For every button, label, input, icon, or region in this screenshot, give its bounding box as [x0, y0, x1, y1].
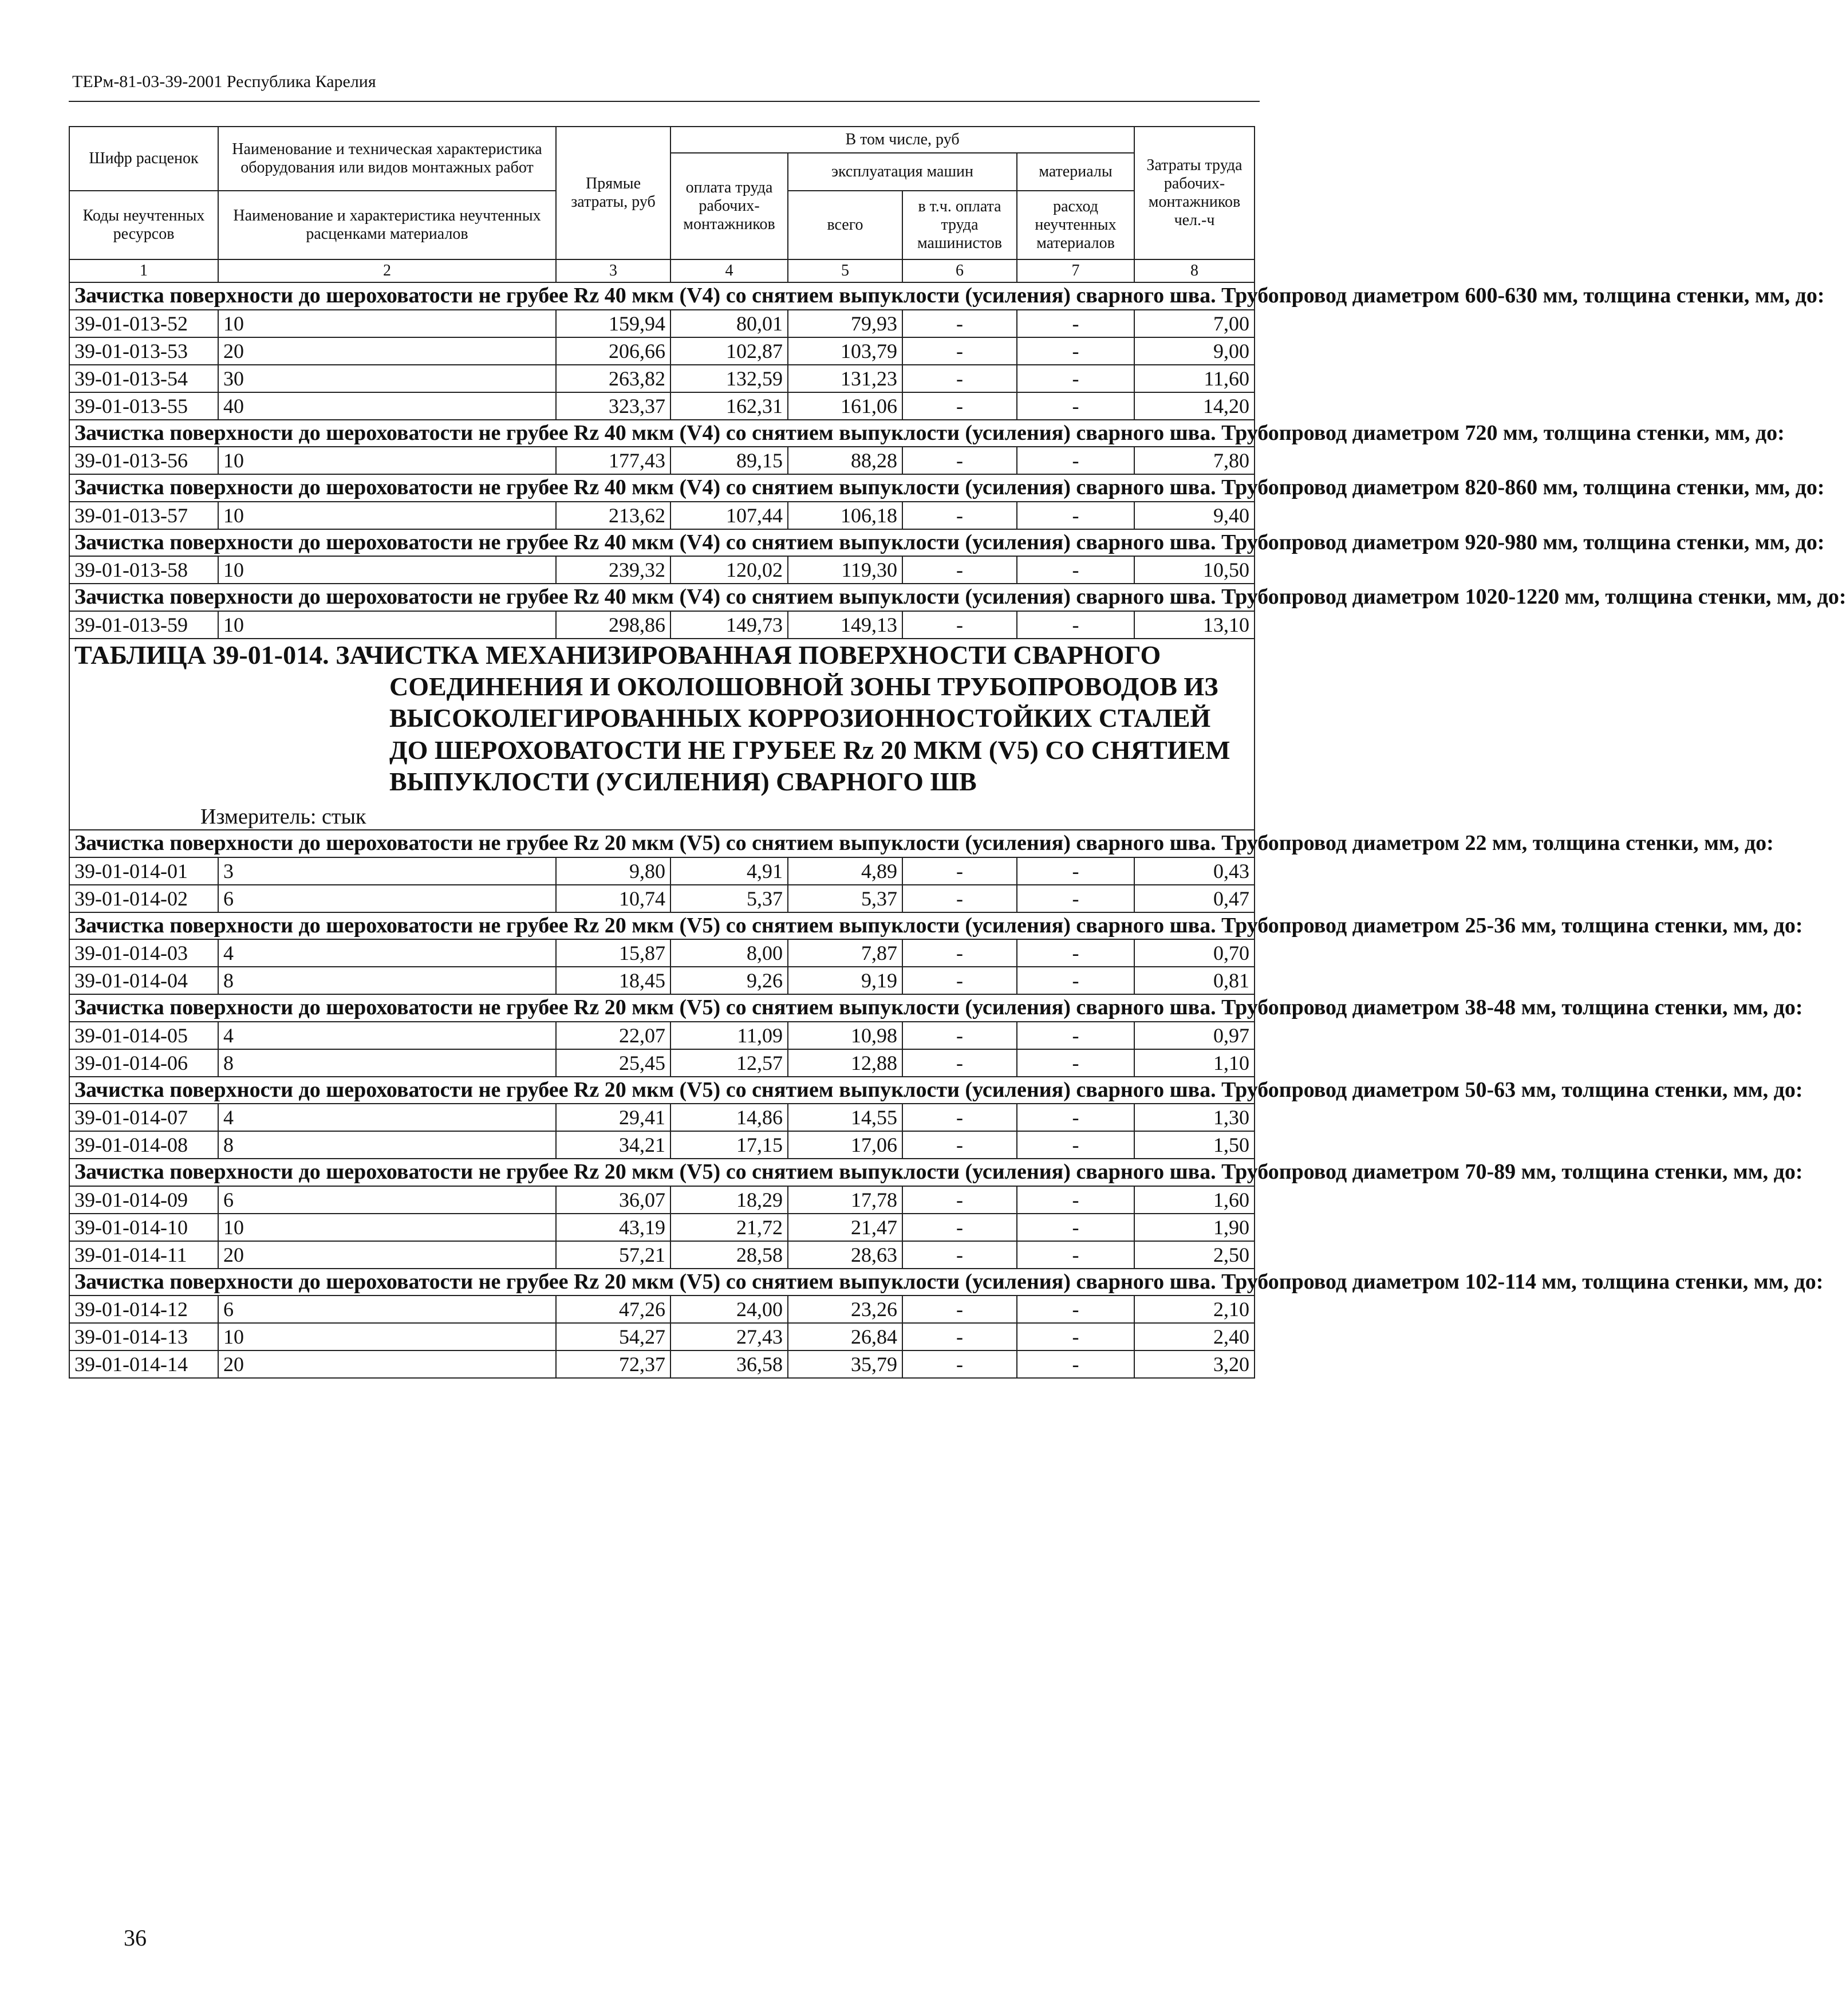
- table-row: [69, 1131, 1255, 1159]
- direct-costs: 29,41: [556, 1104, 670, 1131]
- direct-costs: 323,37: [556, 392, 670, 420]
- materials-consumption: -: [1017, 611, 1134, 639]
- column-numbers-row: [69, 259, 1255, 282]
- header-hours: Затраты труда рабочих-монтажников чел.-ч: [1134, 127, 1255, 259]
- labor-pay: 80,01: [670, 310, 788, 337]
- rates-table: [69, 126, 1846, 1379]
- machine-costs: 5,37: [788, 885, 902, 912]
- operators-pay: -: [902, 502, 1017, 529]
- materials-consumption: -: [1017, 1022, 1134, 1049]
- wall-thickness: 40: [218, 392, 556, 420]
- header-name: Наименование и техническая характеристика оборудования или видов монтажных работ: [218, 127, 556, 191]
- labor-pay: 24,00: [670, 1296, 788, 1323]
- rate-code: 39-01-014-14: [69, 1350, 218, 1378]
- table-row: [69, 1186, 1255, 1214]
- materials-consumption: -: [1017, 939, 1134, 967]
- operators-pay: -: [902, 447, 1017, 474]
- operators-pay: -: [902, 857, 1017, 885]
- direct-costs: 22,07: [556, 1022, 670, 1049]
- labor-pay: 18,29: [670, 1186, 788, 1214]
- table-014-heading: [69, 639, 1255, 830]
- rate-code: 39-01-013-52: [69, 310, 218, 337]
- wall-thickness: 6: [218, 885, 556, 912]
- materials-consumption: -: [1017, 1350, 1134, 1378]
- table-row: [69, 611, 1255, 639]
- table-header: [69, 127, 1255, 282]
- operators-pay: -: [902, 310, 1017, 337]
- table-row: [69, 939, 1255, 967]
- direct-costs: 18,45: [556, 967, 670, 994]
- machine-costs: 4,89: [788, 857, 902, 885]
- direct-costs: 72,37: [556, 1350, 670, 1378]
- materials-consumption: -: [1017, 447, 1134, 474]
- rate-code: 39-01-013-53: [69, 337, 218, 365]
- machine-costs: 35,79: [788, 1350, 902, 1378]
- table-row: [69, 365, 1255, 392]
- column-number: 8: [1134, 259, 1255, 282]
- wall-thickness: 10: [218, 502, 556, 529]
- rate-code: 39-01-013-56: [69, 447, 218, 474]
- labor-pay: 11,09: [670, 1022, 788, 1049]
- rate-code: 39-01-014-13: [69, 1323, 218, 1350]
- wall-thickness: 10: [218, 1323, 556, 1350]
- rate-code: 39-01-014-05: [69, 1022, 218, 1049]
- materials-consumption: -: [1017, 310, 1134, 337]
- table-row: [69, 1104, 1255, 1131]
- table-row: [69, 1241, 1255, 1269]
- labor-pay: 14,86: [670, 1104, 788, 1131]
- labor-pay: 4,91: [670, 857, 788, 885]
- labor-hours: 1,30: [1134, 1104, 1255, 1131]
- wall-thickness: 10: [218, 310, 556, 337]
- table-row: [69, 1296, 1255, 1323]
- wall-thickness: 10: [218, 611, 556, 639]
- section-heading: Зачистка поверхности до шероховатости не грубее Rz 20 мкм (V5) со снятием выпуклости (усиления) сварного шва. Трубопровод диаметром 25-36 мм, толщина стенки, мм, до:: [69, 912, 1255, 940]
- table-body-014: [69, 830, 1824, 1379]
- machine-costs: 131,23: [788, 365, 902, 392]
- section-heading-row: [69, 1077, 1255, 1104]
- table-row: [69, 967, 1255, 994]
- materials-consumption: -: [1017, 1296, 1134, 1323]
- rate-code: 39-01-013-58: [69, 556, 218, 584]
- column-number: 5: [788, 259, 902, 282]
- materials-consumption: -: [1017, 1186, 1134, 1214]
- labor-pay: 8,00: [670, 939, 788, 967]
- table-row: [69, 885, 1255, 912]
- materials-consumption: -: [1017, 1214, 1134, 1241]
- labor-pay: 149,73: [670, 611, 788, 639]
- machine-costs: 79,93: [788, 310, 902, 337]
- machine-costs: 17,78: [788, 1186, 902, 1214]
- page-number: 36: [124, 1925, 147, 1951]
- header-machines: эксплуатация машин: [788, 153, 1017, 191]
- direct-costs: 9,80: [556, 857, 670, 885]
- operators-pay: -: [902, 939, 1017, 967]
- section-heading-row: [69, 1269, 1255, 1296]
- materials-consumption: -: [1017, 1241, 1134, 1269]
- wall-thickness: 4: [218, 1104, 556, 1131]
- table-row: [69, 337, 1255, 365]
- labor-pay: 89,15: [670, 447, 788, 474]
- wall-thickness: 10: [218, 1214, 556, 1241]
- rate-code: 39-01-014-09: [69, 1186, 218, 1214]
- operators-pay: -: [902, 365, 1017, 392]
- wall-thickness: 6: [218, 1186, 556, 1214]
- rate-code: 39-01-014-12: [69, 1296, 218, 1323]
- rate-code: 39-01-014-02: [69, 885, 218, 912]
- table-row: [69, 447, 1255, 474]
- rate-code: 39-01-014-04: [69, 967, 218, 994]
- labor-hours: 3,20: [1134, 1350, 1255, 1378]
- operators-pay: -: [902, 556, 1017, 584]
- wall-thickness: 3: [218, 857, 556, 885]
- wall-thickness: 20: [218, 1241, 556, 1269]
- section-heading-row: [69, 994, 1255, 1022]
- wall-thickness: 4: [218, 1022, 556, 1049]
- table-row: [69, 392, 1255, 420]
- materials-consumption: -: [1017, 337, 1134, 365]
- section-heading-row: [69, 830, 1255, 857]
- rate-code: 39-01-014-11: [69, 1241, 218, 1269]
- rate-code: 39-01-014-03: [69, 939, 218, 967]
- table-body-013: [69, 282, 1846, 639]
- direct-costs: 298,86: [556, 611, 670, 639]
- header-labor: оплата труда рабочих-монтажников: [670, 153, 788, 259]
- labor-pay: 17,15: [670, 1131, 788, 1159]
- section-heading: Зачистка поверхности до шероховатости не грубее Rz 40 мкм (V4) со снятием выпуклости (усиления) сварного шва. Трубопровод диаметром 720 мм, толщина стенки, мм, до:: [69, 420, 1255, 447]
- operators-pay: -: [902, 611, 1017, 639]
- wall-thickness: 8: [218, 1131, 556, 1159]
- labor-hours: 2,50: [1134, 1241, 1255, 1269]
- labor-pay: 120,02: [670, 556, 788, 584]
- section-heading-row: [69, 420, 1255, 447]
- labor-hours: 2,10: [1134, 1296, 1255, 1323]
- machine-costs: 10,98: [788, 1022, 902, 1049]
- materials-consumption: -: [1017, 1104, 1134, 1131]
- machine-costs: 119,30: [788, 556, 902, 584]
- labor-pay: 12,57: [670, 1049, 788, 1077]
- machine-costs: 9,19: [788, 967, 902, 994]
- rate-code: 39-01-014-01: [69, 857, 218, 885]
- section-heading: Зачистка поверхности до шероховатости не грубее Rz 40 мкм (V4) со снятием выпуклости (усиления) сварного шва. Трубопровод диаметром 600-630 мм, толщина стенки, мм, до:: [69, 282, 1255, 310]
- table-row: [69, 502, 1255, 529]
- table-row: [69, 1350, 1255, 1378]
- labor-hours: 1,10: [1134, 1049, 1255, 1077]
- section-heading-row: [69, 529, 1255, 557]
- operators-pay: -: [902, 1241, 1017, 1269]
- table-row: [69, 310, 1255, 337]
- column-number: 2: [218, 259, 556, 282]
- table-row: [69, 1214, 1255, 1241]
- machine-costs: 17,06: [788, 1131, 902, 1159]
- section-heading: Зачистка поверхности до шероховатости не грубее Rz 20 мкм (V5) со снятием выпуклости (усиления) сварного шва. Трубопровод диаметром 22 мм, толщина стенки, мм, до:: [69, 830, 1255, 857]
- machine-costs: 103,79: [788, 337, 902, 365]
- table-row: [69, 1022, 1255, 1049]
- machine-costs: 7,87: [788, 939, 902, 967]
- direct-costs: 159,94: [556, 310, 670, 337]
- labor-hours: 2,40: [1134, 1323, 1255, 1350]
- header-rule: [69, 101, 1260, 102]
- header-materials: материалы: [1017, 153, 1134, 191]
- section-heading-row: [69, 282, 1255, 310]
- machine-costs: 149,13: [788, 611, 902, 639]
- operators-pay: -: [902, 885, 1017, 912]
- labor-pay: 28,58: [670, 1241, 788, 1269]
- labor-hours: 10,50: [1134, 556, 1255, 584]
- wall-thickness: 10: [218, 556, 556, 584]
- operators-pay: -: [902, 1186, 1017, 1214]
- direct-costs: 206,66: [556, 337, 670, 365]
- column-number: 1: [69, 259, 218, 282]
- operators-pay: -: [902, 1049, 1017, 1077]
- header-machines-total: всего: [788, 191, 902, 259]
- wall-thickness: 10: [218, 447, 556, 474]
- machine-costs: 28,63: [788, 1241, 902, 1269]
- labor-hours: 0,97: [1134, 1022, 1255, 1049]
- operators-pay: -: [902, 1323, 1017, 1350]
- rate-code: 39-01-013-57: [69, 502, 218, 529]
- section-heading: Зачистка поверхности до шероховатости не грубее Rz 40 мкм (V4) со снятием выпуклости (усиления) сварного шва. Трубопровод диаметром 1020-1220 мм, толщина стенки, мм, до:: [69, 584, 1255, 611]
- labor-hours: 1,60: [1134, 1186, 1255, 1214]
- main-table-container: [69, 126, 1846, 1379]
- direct-costs: 34,21: [556, 1131, 670, 1159]
- machine-costs: 161,06: [788, 392, 902, 420]
- wall-thickness: 20: [218, 1350, 556, 1378]
- header-materials-consumption: расход неучтенных материалов: [1017, 191, 1134, 259]
- header-unaccounted-materials: Наименование и характеристика неучтенных расценками материалов: [218, 191, 556, 259]
- section-heading-row: [69, 584, 1255, 611]
- labor-pay: 21,72: [670, 1214, 788, 1241]
- section-heading: Зачистка поверхности до шероховатости не грубее Rz 20 мкм (V5) со снятием выпуклости (усиления) сварного шва. Трубопровод диаметром 102-114 мм, толщина стенки, мм, до:: [69, 1269, 1255, 1296]
- labor-pay: 5,37: [670, 885, 788, 912]
- wall-thickness: 6: [218, 1296, 556, 1323]
- table-row: [69, 1323, 1255, 1350]
- section-heading: Зачистка поверхности до шероховатости не грубее Rz 40 мкм (V4) со снятием выпуклости (усиления) сварного шва. Трубопровод диаметром 920-980 мм, толщина стенки, мм, до:: [69, 529, 1255, 557]
- wall-thickness: 4: [218, 939, 556, 967]
- rate-code: 39-01-013-54: [69, 365, 218, 392]
- operators-pay: -: [902, 1296, 1017, 1323]
- table-row: [69, 857, 1255, 885]
- materials-consumption: -: [1017, 1323, 1134, 1350]
- wall-thickness: 8: [218, 1049, 556, 1077]
- machine-costs: 21,47: [788, 1214, 902, 1241]
- direct-costs: 25,45: [556, 1049, 670, 1077]
- labor-hours: 1,50: [1134, 1131, 1255, 1159]
- labor-hours: 7,80: [1134, 447, 1255, 474]
- column-number: 6: [902, 259, 1017, 282]
- header-code: Шифр расценок: [69, 127, 218, 191]
- section-heading-row: [69, 912, 1255, 940]
- header-direct: Прямые затраты, руб: [556, 127, 670, 259]
- direct-costs: 57,21: [556, 1241, 670, 1269]
- column-number: 4: [670, 259, 788, 282]
- rate-code: 39-01-014-06: [69, 1049, 218, 1077]
- rate-code: 39-01-013-55: [69, 392, 218, 420]
- labor-hours: 13,10: [1134, 611, 1255, 639]
- labor-hours: 11,60: [1134, 365, 1255, 392]
- column-number: 7: [1017, 259, 1134, 282]
- wall-thickness: 20: [218, 337, 556, 365]
- labor-hours: 0,47: [1134, 885, 1255, 912]
- direct-costs: 213,62: [556, 502, 670, 529]
- direct-costs: 263,82: [556, 365, 670, 392]
- section-heading-row: [69, 474, 1255, 502]
- operators-pay: -: [902, 392, 1017, 420]
- labor-hours: 1,90: [1134, 1214, 1255, 1241]
- header-resource-codes: Коды неучтенных ресурсов: [69, 191, 218, 259]
- table-row: [69, 1049, 1255, 1077]
- machine-costs: 88,28: [788, 447, 902, 474]
- labor-pay: 162,31: [670, 392, 788, 420]
- direct-costs: 239,32: [556, 556, 670, 584]
- column-number: 3: [556, 259, 670, 282]
- materials-consumption: -: [1017, 885, 1134, 912]
- labor-pay: 36,58: [670, 1350, 788, 1378]
- operators-pay: -: [902, 1022, 1017, 1049]
- labor-pay: 132,59: [670, 365, 788, 392]
- materials-consumption: -: [1017, 502, 1134, 529]
- materials-consumption: -: [1017, 967, 1134, 994]
- labor-pay: 107,44: [670, 502, 788, 529]
- header-group: В том числе, руб: [670, 127, 1134, 153]
- operators-pay: -: [902, 1350, 1017, 1378]
- section-heading: Зачистка поверхности до шероховатости не грубее Rz 20 мкм (V5) со снятием выпуклости (усиления) сварного шва. Трубопровод диаметром 38-48 мм, толщина стенки, мм, до:: [69, 994, 1255, 1022]
- rate-code: 39-01-013-59: [69, 611, 218, 639]
- labor-hours: 0,70: [1134, 939, 1255, 967]
- section-heading: Зачистка поверхности до шероховатости не грубее Rz 40 мкм (V4) со снятием выпуклости (усиления) сварного шва. Трубопровод диаметром 820-860 мм, толщина стенки, мм, до:: [69, 474, 1255, 502]
- direct-costs: 177,43: [556, 447, 670, 474]
- labor-hours: 14,20: [1134, 392, 1255, 420]
- direct-costs: 10,74: [556, 885, 670, 912]
- operators-pay: -: [902, 1131, 1017, 1159]
- materials-consumption: -: [1017, 1049, 1134, 1077]
- machine-costs: 106,18: [788, 502, 902, 529]
- wall-thickness: 8: [218, 967, 556, 994]
- labor-hours: 7,00: [1134, 310, 1255, 337]
- materials-consumption: -: [1017, 556, 1134, 584]
- materials-consumption: -: [1017, 1131, 1134, 1159]
- table-014-title: ТАБЛИЦА 39-01-014. ЗАЧИСТКА МЕХАНИЗИРОВАННАЯ ПОВЕРХНОСТИ СВАРНОГО СОЕДИНЕНИЯ И ОКОЛОШОВНОЙ ЗОНЫ ТРУБОПРОВОДОВ ИЗ ВЫСОКОЛЕГИРОВАННЫХ КОРРОЗИОННОСТОЙКИХ СТАЛЕЙ ДО ШЕРОХОВАТОСТИ НЕ ГРУБЕЕ Rz 20 МКМ (V5) СО СНЯТИЕМ ВЫПУКЛОСТИ (УСИЛЕНИЯ) СВАРНОГО ШВ: [74, 640, 1230, 796]
- section-heading: Зачистка поверхности до шероховатости не грубее Rz 20 мкм (V5) со снятием выпуклости (усиления) сварного шва. Трубопровод диаметром 50-63 мм, толщина стенки, мм, до:: [69, 1077, 1255, 1104]
- wall-thickness: 30: [218, 365, 556, 392]
- materials-consumption: -: [1017, 857, 1134, 885]
- labor-pay: 27,43: [670, 1323, 788, 1350]
- materials-consumption: -: [1017, 365, 1134, 392]
- machine-costs: 12,88: [788, 1049, 902, 1077]
- direct-costs: 43,19: [556, 1214, 670, 1241]
- operators-pay: -: [902, 967, 1017, 994]
- direct-costs: 54,27: [556, 1323, 670, 1350]
- operators-pay: -: [902, 1214, 1017, 1241]
- rate-code: 39-01-014-07: [69, 1104, 218, 1131]
- materials-consumption: -: [1017, 392, 1134, 420]
- operators-pay: -: [902, 337, 1017, 365]
- section-heading: Зачистка поверхности до шероховатости не грубее Rz 20 мкм (V5) со снятием выпуклости (усиления) сварного шва. Трубопровод диаметром 70-89 мм, толщина стенки, мм, до:: [69, 1159, 1255, 1186]
- labor-pay: 9,26: [670, 967, 788, 994]
- section-heading-row: [69, 1159, 1255, 1186]
- labor-pay: 102,87: [670, 337, 788, 365]
- table-row: [69, 556, 1255, 584]
- rate-code: 39-01-014-10: [69, 1214, 218, 1241]
- machine-costs: 26,84: [788, 1323, 902, 1350]
- labor-hours: 0,43: [1134, 857, 1255, 885]
- labor-hours: 9,40: [1134, 502, 1255, 529]
- direct-costs: 36,07: [556, 1186, 670, 1214]
- labor-hours: 9,00: [1134, 337, 1255, 365]
- header-operators-labor: в т.ч. оплата труда машинистов: [902, 191, 1017, 259]
- direct-costs: 47,26: [556, 1296, 670, 1323]
- machine-costs: 14,55: [788, 1104, 902, 1131]
- rate-code: 39-01-014-08: [69, 1131, 218, 1159]
- page-header: ТЕРм-81-03-39-2001 Республика Карелия: [72, 72, 376, 91]
- operators-pay: -: [902, 1104, 1017, 1131]
- machine-costs: 23,26: [788, 1296, 902, 1323]
- labor-hours: 0,81: [1134, 967, 1255, 994]
- table-014-title-cell: [69, 639, 1255, 830]
- measure-unit: Измеритель: стык: [200, 804, 366, 829]
- direct-costs: 15,87: [556, 939, 670, 967]
